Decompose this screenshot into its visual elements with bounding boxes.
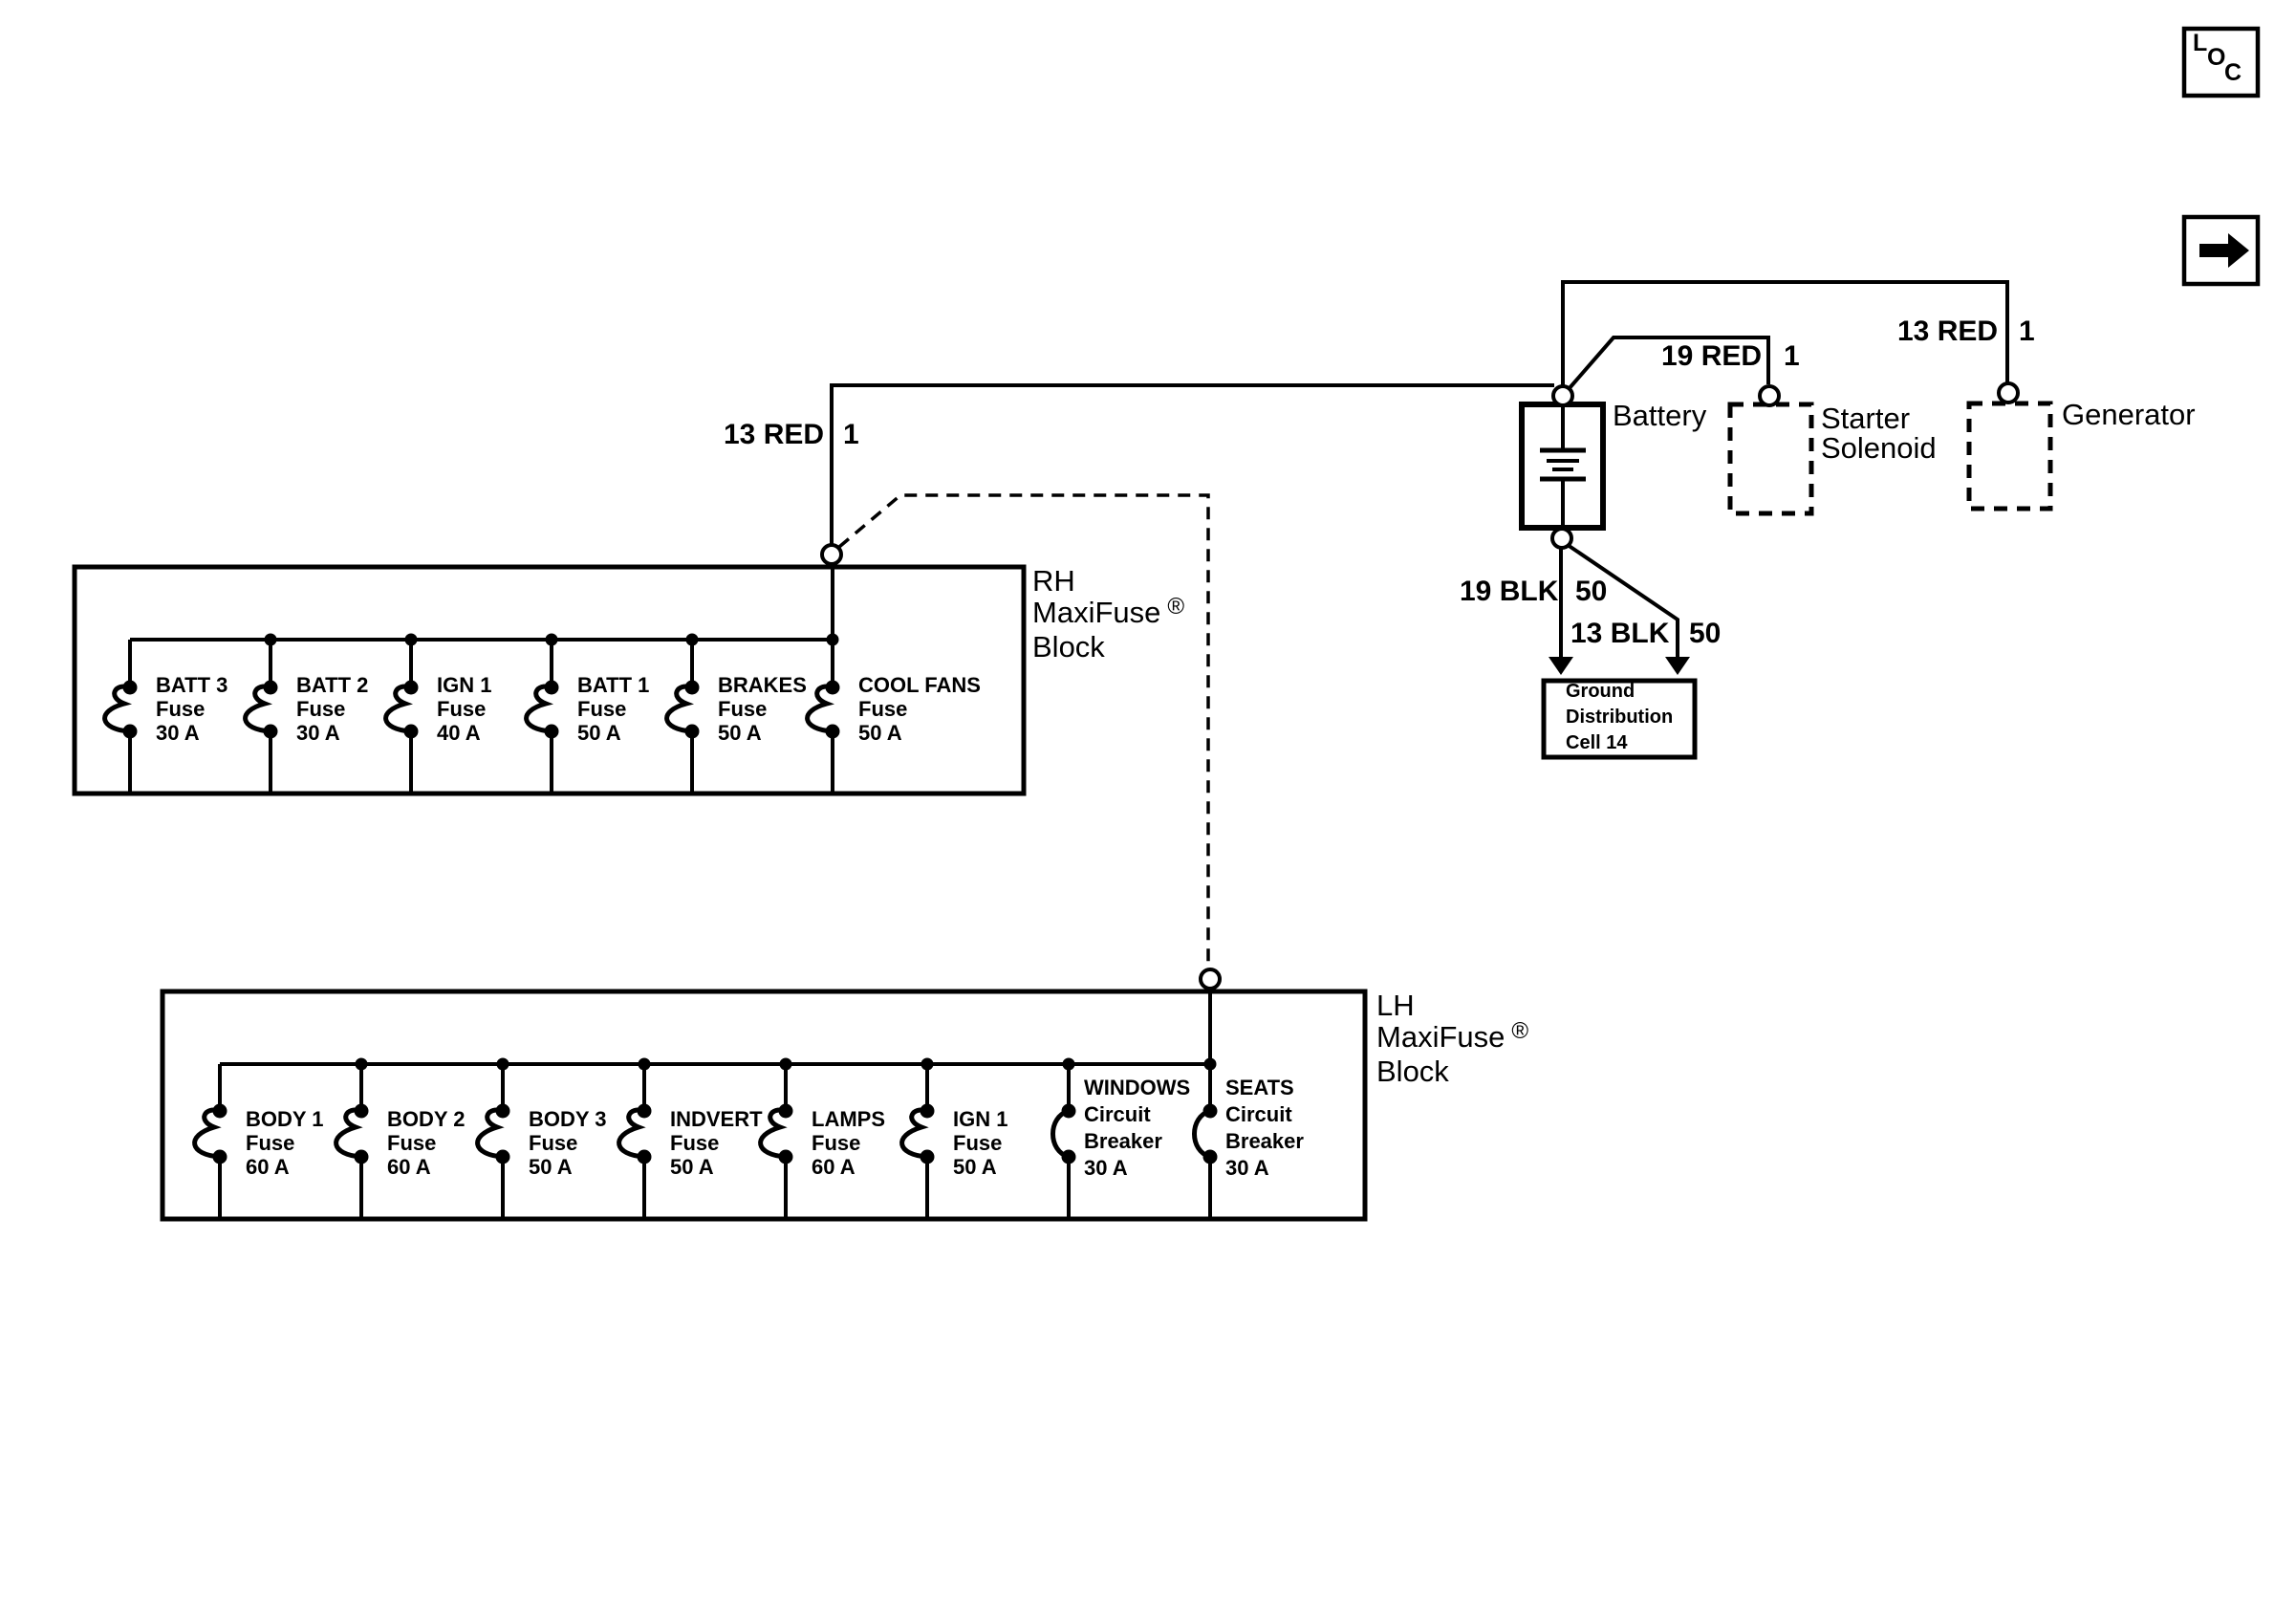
rh-block-title: RH MaxiFuse ® Block	[1032, 564, 1185, 664]
lh-bus-wire	[220, 993, 1210, 1217]
wire-label-19-red-starter: 19 RED	[1661, 340, 1763, 372]
wire-label-13-red-rh-feed: 13 RED	[724, 419, 825, 450]
terminal-label-generator: 1	[2019, 315, 2035, 347]
wire-label-13-red-generator: 13 RED	[1897, 315, 1999, 347]
registered-trademark-icon: ®	[1167, 594, 1185, 620]
fuse-label: INDVERT Fuse 50 A	[670, 1107, 763, 1179]
circuit-breaker-label: SEATS Circuit Breaker 30 A	[1225, 1076, 1304, 1180]
fuse-label: COOL FANS Fuse 50 A	[858, 673, 981, 745]
fuse-label: BODY 3 Fuse 50 A	[529, 1107, 607, 1179]
ground-arrow	[1549, 657, 1690, 675]
loc-letter-l: L	[2193, 30, 2208, 56]
terminal-label-13-blk: 50	[1689, 618, 1722, 649]
continue-arrow-button[interactable]	[2184, 217, 2258, 284]
generator-box	[1969, 403, 2050, 509]
fuse-label: BODY 1 Fuse 60 A	[246, 1107, 324, 1179]
terminal-label-rh-feed: 1	[843, 419, 859, 450]
fuse-label: IGN 1 Fuse 50 A	[953, 1107, 1008, 1179]
wire-label-13-blk: 13 BLK	[1570, 618, 1670, 649]
fuse-label: IGN 1 Fuse 40 A	[437, 673, 492, 745]
fuse-label: BODY 2 Fuse 60 A	[387, 1107, 466, 1179]
terminal-label-19-blk: 50	[1575, 576, 1608, 607]
ground-distribution-label: Ground Distribution Cell 14	[1566, 681, 1674, 753]
lh-block-title: LH MaxiFuse ® Block	[1376, 989, 1529, 1088]
fuse-label: BATT 2 Fuse 30 A	[296, 673, 369, 745]
terminal-label-starter: 1	[1784, 340, 1800, 372]
loc-letter-c: C	[2224, 59, 2242, 86]
fuse-label: BRAKES Fuse 50 A	[718, 673, 807, 745]
fuse-label: BATT 1 Fuse 50 A	[577, 673, 650, 745]
connector-circle	[822, 383, 2018, 989]
wire-13-red-rh-feed	[832, 385, 1554, 544]
wire-label-19-blk: 19 BLK	[1460, 576, 1559, 607]
fuse-label: BATT 3 Fuse 30 A	[156, 673, 228, 745]
registered-trademark-icon: ®	[1511, 1018, 1529, 1044]
generator-label: Generator	[2062, 398, 2196, 431]
loc-letter-o: O	[2207, 44, 2226, 71]
starter-solenoid-box	[1730, 404, 1811, 513]
circuit-breaker-label: WINDOWS Circuit Breaker 30 A	[1084, 1076, 1191, 1180]
starter-solenoid-label: Starter Solenoid	[1821, 402, 1937, 465]
battery-label: Battery	[1613, 399, 1707, 432]
fuse-label: LAMPS Fuse 60 A	[812, 1107, 885, 1179]
